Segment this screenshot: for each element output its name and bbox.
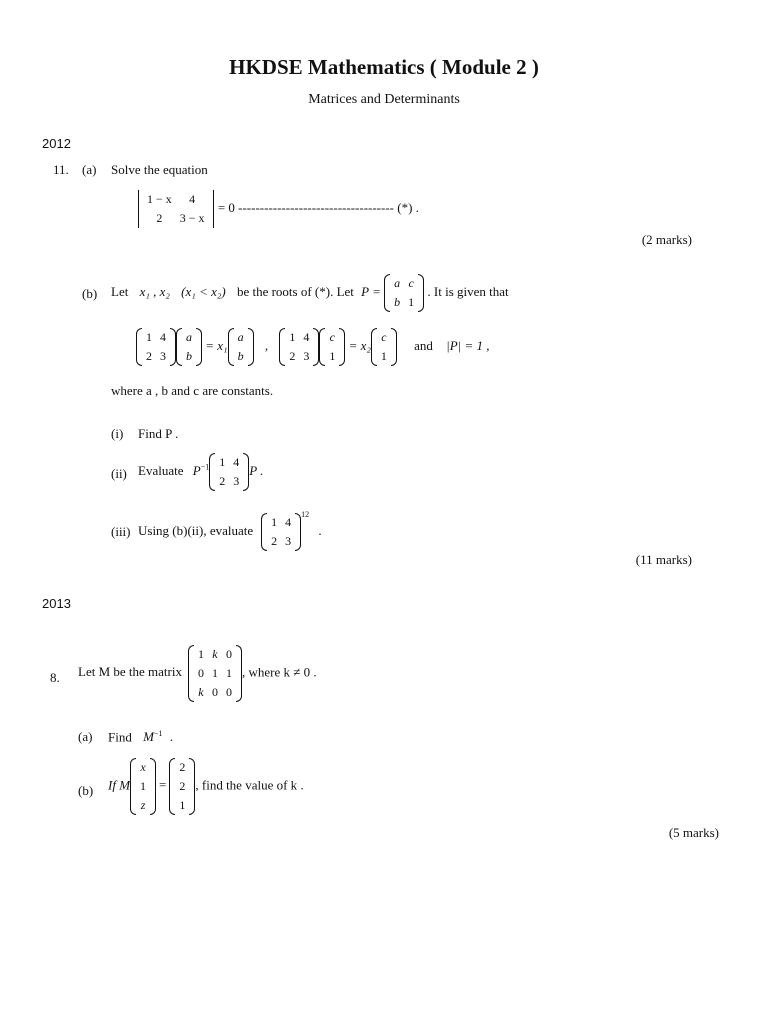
q11b-roots: x₁ , x₂ <box>139 283 170 299</box>
m-cell: 0 <box>197 666 204 680</box>
vector-cell: c <box>329 330 335 344</box>
q8-marks: (5 marks) <box>668 825 719 840</box>
q8b-row <box>108 758 304 815</box>
a-cell: 1 <box>146 330 152 344</box>
vector-cell: z <box>140 798 146 812</box>
q11b-let: Let <box>111 283 129 299</box>
q8-intro: Let M be the matrix <box>78 664 182 680</box>
matrix-p <box>384 274 424 312</box>
q8a-label: (a) <box>78 729 93 744</box>
q11b-equations-row <box>136 328 490 366</box>
vector-cell: 2 <box>179 760 186 774</box>
q8-intro-row <box>78 645 317 702</box>
a-cell: 3 <box>233 474 240 488</box>
q11b-roots-text: be the roots of (*). Let <box>236 283 354 299</box>
det-cells <box>143 190 209 228</box>
a-cell: 1 <box>219 455 226 469</box>
det-rhs: = 0 ------------------------------------ (*) . <box>217 199 419 215</box>
vector-cell: 1 <box>179 798 186 812</box>
a-cell: 1 <box>289 330 296 344</box>
p-cell: c <box>408 276 414 290</box>
q11b-iii-text: Using (b)(ii), evaluate <box>138 523 254 538</box>
eq-x1: = x₁ <box>205 337 228 353</box>
m-cell: 0 <box>225 647 232 661</box>
q8a-end: . <box>169 729 173 745</box>
a-cell: 4 <box>233 455 240 469</box>
det-cell: 3 − x <box>179 211 205 225</box>
year-2012-heading: 2012 <box>42 136 71 151</box>
a-cell: 3 <box>303 349 310 363</box>
p-inverse: P <box>192 462 201 478</box>
q11b-given: . It is given that <box>427 283 509 299</box>
q11a-marks: (2 marks) <box>641 232 692 247</box>
page-title: HKDSE Mathematics ( Module 2 ) <box>229 55 539 79</box>
q11a-determinant-row <box>137 190 419 228</box>
m-cell: 1 <box>197 647 204 661</box>
q11b-marks: (11 marks) <box>635 552 692 567</box>
a-cell: 4 <box>285 515 292 530</box>
eq-separator: , <box>264 337 269 353</box>
q11-number: 11. <box>53 162 69 177</box>
vector-cell: 1 <box>140 779 147 793</box>
m-cell: 1 <box>211 666 218 680</box>
vector-cell: c <box>381 330 387 344</box>
vector-c1-rhs <box>371 328 397 366</box>
a-cell: 4 <box>303 330 310 344</box>
a-cell: 2 <box>146 349 152 363</box>
a-cell: 4 <box>160 330 166 344</box>
a-cell: 2 <box>271 534 278 549</box>
q11b-ii-label: (ii) <box>111 466 127 481</box>
vector-cell: a <box>237 330 244 344</box>
p-cell: 1 <box>408 295 415 309</box>
matrix-a-1 <box>136 328 176 366</box>
q8b-text: , find the value of k . <box>195 777 304 793</box>
vector-cell: 1 <box>329 349 336 363</box>
vector-cell: 1 <box>380 349 387 363</box>
q11a-text: Solve the equation <box>111 162 208 177</box>
q11b-intro-row <box>111 274 509 312</box>
matrix-a-3 <box>209 453 249 491</box>
a-cell: 2 <box>219 474 226 488</box>
q11b-label: (b) <box>82 286 98 301</box>
q8-where: , where k ≠ 0 . <box>241 664 317 680</box>
q11b-ii-text: Evaluate <box>138 462 184 478</box>
eq-x2: = x₂ <box>348 337 371 353</box>
q8a-text: Find <box>108 729 132 745</box>
and-text: and <box>414 337 433 353</box>
q11a-label: (a) <box>82 162 97 177</box>
m-cell: k <box>198 685 204 699</box>
p-cell: b <box>394 295 401 309</box>
vector-cell: b <box>186 349 192 363</box>
vector-xyz <box>130 758 156 815</box>
m-cell: 0 <box>211 685 218 699</box>
a-cell: 1 <box>271 515 278 530</box>
det-cell: 4 <box>189 192 196 206</box>
q11b-i-label: (i) <box>111 426 124 441</box>
q11b-iii-end: . <box>318 523 322 538</box>
inverse-exponent: −1 <box>200 462 210 472</box>
m-inverse-exponent: −1 <box>153 729 163 738</box>
power-exponent: 12 <box>301 510 310 519</box>
vector-cell: a <box>186 330 192 344</box>
a-cell: 3 <box>160 349 166 363</box>
vector-cell: b <box>237 349 244 363</box>
vector-ab <box>176 328 202 366</box>
p-cell: a <box>394 276 401 290</box>
q8b-eq: = <box>159 777 167 793</box>
year-2013-heading: 2013 <box>42 596 71 611</box>
matrix-a-2 <box>279 328 319 366</box>
det-cell: 2 <box>156 211 163 225</box>
vector-cell: 2 <box>179 779 186 793</box>
determinant-matrix <box>137 190 215 228</box>
m-inverse: M <box>143 729 154 745</box>
q8a-row <box>108 729 173 745</box>
q11b-ii-end: P . <box>249 462 264 478</box>
m-cell: 1 <box>225 666 232 680</box>
page-subtitle: Matrices and Determinants <box>308 92 460 107</box>
q11b-iii-row <box>138 510 322 551</box>
vector-c1 <box>319 328 345 366</box>
a-cell: 2 <box>289 349 296 363</box>
det-p-condition: |P| = 1 , <box>446 337 490 353</box>
vector-221 <box>169 758 195 815</box>
det-cell: 1 − x <box>147 192 172 206</box>
q11b-where: where a , b and c are constants. <box>111 383 274 398</box>
q11b-p-name: P = <box>361 283 381 299</box>
q11b-ii-row <box>138 453 263 491</box>
m-cell: 0 <box>225 685 232 699</box>
q11b-i-text: Find P . <box>138 426 179 441</box>
a-cell: 3 <box>285 534 292 549</box>
matrix-m <box>188 645 242 702</box>
q8-number: 8. <box>50 670 60 685</box>
q11b-iii-label: (iii) <box>111 524 131 539</box>
matrix-a-4 <box>261 513 301 551</box>
vector-ab-rhs <box>228 328 254 366</box>
m-cell: k <box>212 647 218 661</box>
q8b-if: If M <box>108 777 131 793</box>
q11b-condition: (x₁ < x₂) <box>181 283 226 299</box>
q8b-label: (b) <box>78 783 94 798</box>
vector-cell: x <box>140 760 146 774</box>
